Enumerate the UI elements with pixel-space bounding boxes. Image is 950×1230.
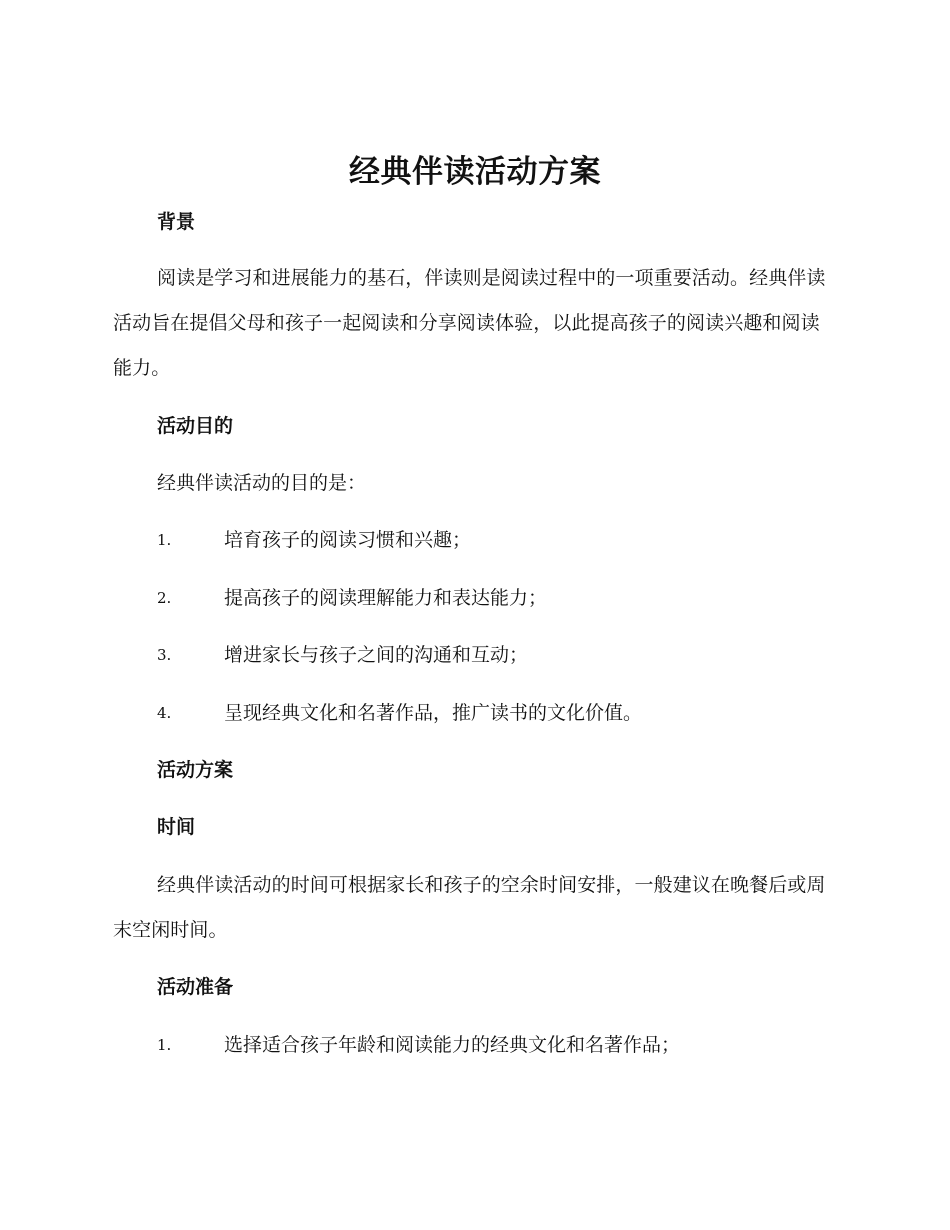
time-paragraph: 经典伴读活动的时间可根据家长和孩子的空余时间安排，一般建议在晚餐后或周末空闲时间。	[113, 874, 826, 941]
list-text: 提高孩子的阅读理解能力和表达能力；	[224, 587, 548, 609]
section-heading-plan: 活动方案	[157, 759, 234, 781]
section-heading-background: 背景	[157, 211, 196, 233]
purpose-intro: 经典伴读活动的目的是：	[157, 472, 367, 494]
section-heading-purpose: 活动目的	[157, 415, 234, 437]
list-number: 4.	[157, 704, 172, 722]
section-heading-time: 时间	[157, 816, 196, 838]
list-number: 1.	[157, 531, 172, 549]
background-paragraph: 阅读是学习和进展能力的基石，伴读则是阅读过程中的一项重要活动。经典伴读活动旨在提倡父母和孩子一起阅读和分享阅读体验，以此提高孩子的阅读兴趣和阅读能力。	[113, 267, 826, 379]
list-number: 1.	[157, 1036, 172, 1054]
section-heading-preparation: 活动准备	[157, 976, 234, 998]
list-text: 增进家长与孩子之间的沟通和互动；	[224, 644, 529, 666]
list-text: 选择适合孩子年龄和阅读能力的经典文化和名著作品；	[224, 1034, 681, 1056]
list-number: 3.	[157, 646, 172, 664]
list-text: 呈现经典文化和名著作品，推广读书的文化价值。	[224, 702, 643, 724]
list-text: 培育孩子的阅读习惯和兴趣；	[224, 529, 472, 551]
list-number: 2.	[157, 589, 172, 607]
document-title: 经典伴读活动方案	[349, 154, 601, 190]
